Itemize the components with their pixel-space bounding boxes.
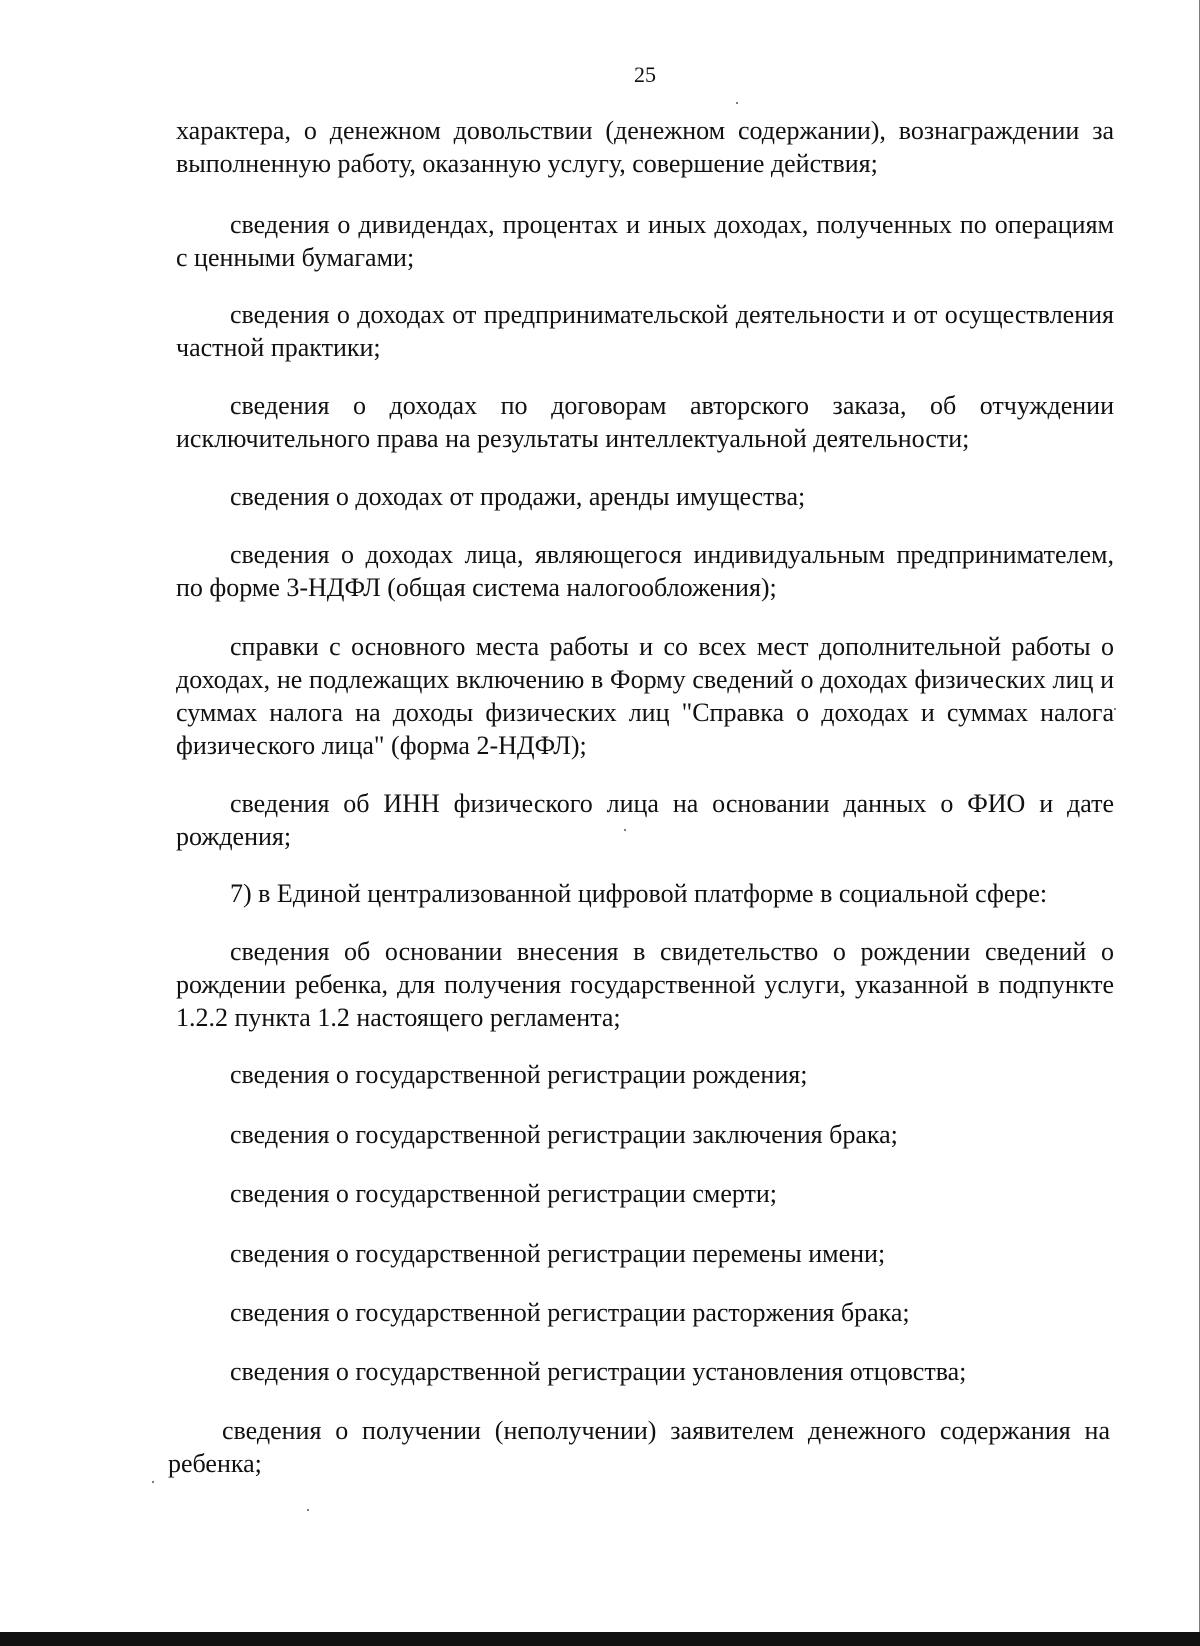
paragraph-inn: сведения об ИНН физического лица на основании данных о ФИО и дате рождения;	[176, 789, 1114, 851]
paragraph-paternity-registration: сведения о государственной регистрации установления отцовства;	[230, 1357, 967, 1386]
scan-speck	[307, 1509, 309, 1511]
paragraph-author-contracts: сведения о доходах по договорам авторского заказа, об отчуждении исключительного права на результаты интеллектуальной деятельности;	[176, 391, 1114, 453]
paragraph-3-ndfl: сведения о доходах лица, являющегося индивидуальным предпринимателем, по форме 3-НДФЛ (общая система налогообложения);	[176, 540, 1114, 602]
scan-bottom-band	[0, 1632, 1200, 1646]
paragraph-business-income: сведения о доходах от предпринимательской деятельности и от осуществления частной практики;	[176, 300, 1114, 362]
scan-speck	[736, 102, 738, 104]
paragraph-2-ndfl: справки с основного места работы и со всех мест дополнительной работы о доходах, не подлежащих включению в Форму сведений о доходах физических лиц и суммах налога на доходы физических лиц "Справка о доходах и суммах налога физического лица" (форма 2-НДФЛ);	[176, 632, 1114, 760]
paragraph-child-support: сведения о получении (неполучении) заявителем денежного содержания на ребенка;	[168, 1416, 1110, 1478]
paragraph-birth-registration: сведения о государственной регистрации рождения;	[230, 1060, 808, 1089]
scan-speck	[1114, 708, 1116, 710]
paragraph-property-sale: сведения о доходах от продажи, аренды имущества;	[230, 482, 806, 511]
scan-speck	[624, 829, 626, 831]
paragraph-divorce-registration: сведения о государственной регистрации расторжения брака;	[230, 1298, 910, 1327]
scan-speck	[152, 1481, 154, 1483]
paragraph-income-allowance: характера, о денежном довольствии (денежном содержании), вознаграждении за выполненную работу, оказанную услугу, совершение действия;	[176, 116, 1114, 178]
paragraph-name-change: сведения о государственной регистрации перемены имени;	[230, 1239, 886, 1268]
paragraph-death-registration: сведения о государственной регистрации смерти;	[230, 1179, 778, 1208]
page-number: 25	[634, 62, 656, 87]
paragraph-dividends: сведения о дивидендах, процентах и иных доходах, полученных по операциям с ценными бумагами;	[176, 210, 1114, 272]
paragraph-birth-certificate: сведения об основании внесения в свидетельство о рождении сведений о рождении ребенка, для получения государственной услуги, указанной в подпункте 1.2.2 пункта 1.2 настоящего регламента;	[176, 937, 1114, 1032]
paragraph-marriage-registration: сведения о государственной регистрации заключения брака;	[230, 1120, 898, 1149]
paragraph-platform-heading: 7) в Единой централизованной цифровой платформе в социальной сфере:	[230, 879, 1048, 908]
